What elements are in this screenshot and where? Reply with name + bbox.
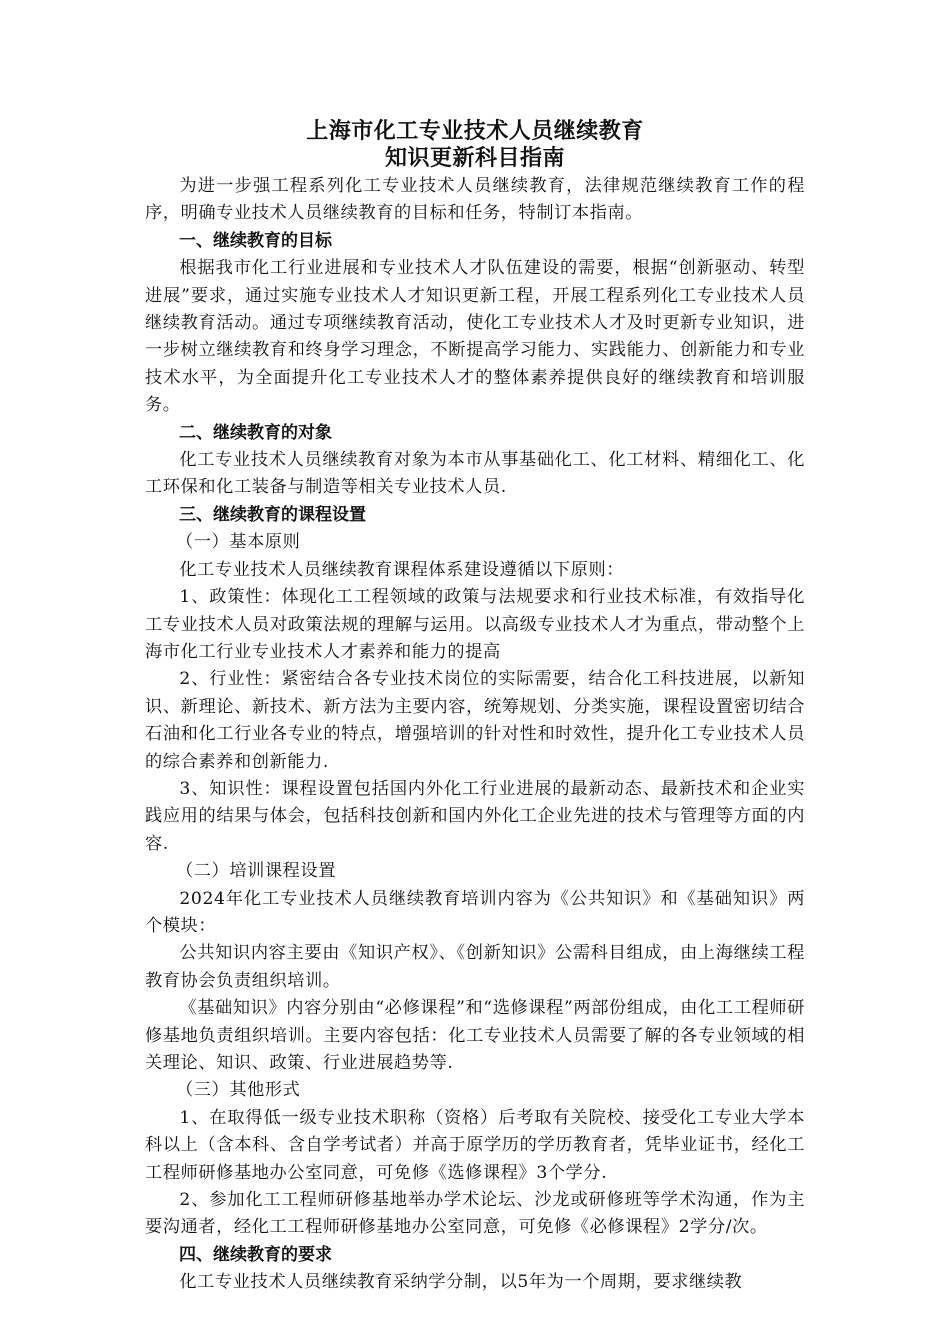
other-form-2: 2、参加化工工程师研修基地举办学术论坛、沙龙或研修班等学术沟通，作为主要沟通者，经化工工程师研修基地办公室同意，可免修《必修课程》2学分/次。 — [145, 1190, 805, 1238]
section2-body: 化工专业技术人员继续教育对象为本市从事基础化工、化工材料、精细化工、化工环保和化工装备与制造等相关专业技术人员. — [145, 450, 805, 498]
section4-body: 化工专业技术人员继续教育采纳学分制，以5年为一个周期，要求继续教 — [179, 1272, 743, 1293]
section1-heading: 一、继续教育的目标 — [179, 230, 332, 251]
course-basic-knowledge: 《基础知识》内容分别由“必修课程”和“选修课程”两部份组成，由化工工程师研修基地负责组织培训。主要内容包括：化工专业技术人员需要了解的各专业领域的相关理论、知识、政策、行业进展趋势等. — [145, 998, 805, 1073]
section4-heading: 四、继续教育的要求 — [179, 1244, 332, 1265]
other-form-1: 1、在取得低一级专业技术职称（资格）后考取有关院校、接受化工专业大学本科以上（含本科、含自学考试者）并高于原学历的学历教育者，凭毕业证书，经化工工程师研修基地办公室同意，可免修《选修课程》3个学分. — [145, 1107, 805, 1183]
section3-subheading-courses: （二）培训课程设置 — [175, 861, 337, 882]
document-title-line2: 知识更新科目指南 — [384, 146, 565, 171]
section3-subheading-principles: （一）基本原则 — [175, 532, 301, 553]
principle-knowledge: 3、知识性：课程设置包括国内外化工行业进展的最新动态、最新技术和企业实践应用的结果与体会，包括科技创新和国内外化工企业先进的技术与管理等方面的内容. — [145, 778, 805, 854]
document-title-line1: 上海市化工专业技术人员继续教育 — [306, 119, 644, 144]
course-public-knowledge: 公共知识内容主要由《知识产权》、《创新知识》公需科目组成，由上海继续工程教育协会负责组织培训。 — [145, 943, 805, 991]
intro-paragraph: 为进一步强工程系列化工专业技术人员继续教育，法律规范继续教育工作的程序，明确专业技术人员继续教育的目标和任务，特制订本指南。 — [145, 176, 805, 224]
course-modules: 2024年化工专业技术人员继续教育培训内容为《公共知识》和《基础知识》两个模块： — [145, 888, 805, 936]
section2-heading: 二、继续教育的对象 — [179, 422, 332, 443]
principle-policy: 1、政策性：体现化工工程领域的政策与法规要求和行业技术标准，有效指导化工专业技术人员对政策法规的理解与运用。以高级专业技术人才为重点，带动整个上海市化工行业专业技术人才素养和能力的提高 — [145, 587, 805, 662]
section3-heading: 三、继续教育的课程设置 — [179, 504, 366, 525]
document-page — [145, 118, 805, 1297]
principle-industry: 2、行业性：紧密结合各专业技术岗位的实际需要，结合化工科技进展，以新知识、新理论、新技术、新方法为主要内容，统筹规划、分类实施，课程设置密切结合石油和化工行业各专业的特点，增强培训的针对性和时效性，提升化工专业技术人员的综合素养和创新能力. — [145, 669, 805, 772]
section3-subheading-other: （三）其他形式 — [175, 1080, 301, 1101]
principles-intro: 化工专业技术人员继续教育课程体系建设遵循以下原则： — [179, 559, 625, 580]
section1-body: 根据我市化工行业进展和专业技术人才队伍建设的需要，根据“创新驱动、转型进展”要求，通过实施专业技术人才知识更新工程，开展工程系列化工专业技术人员继续教育活动。通过专项继续教育活动，使化工专业技术人才及时更新专业知识，进一步树立继续教育和终身学习理念，不断提高学习能力、实践能力、创新能力和专业技术水平，为全面提升化工专业技术人才的整体素养提供良好的继续教育和培训服务。 — [145, 258, 805, 416]
